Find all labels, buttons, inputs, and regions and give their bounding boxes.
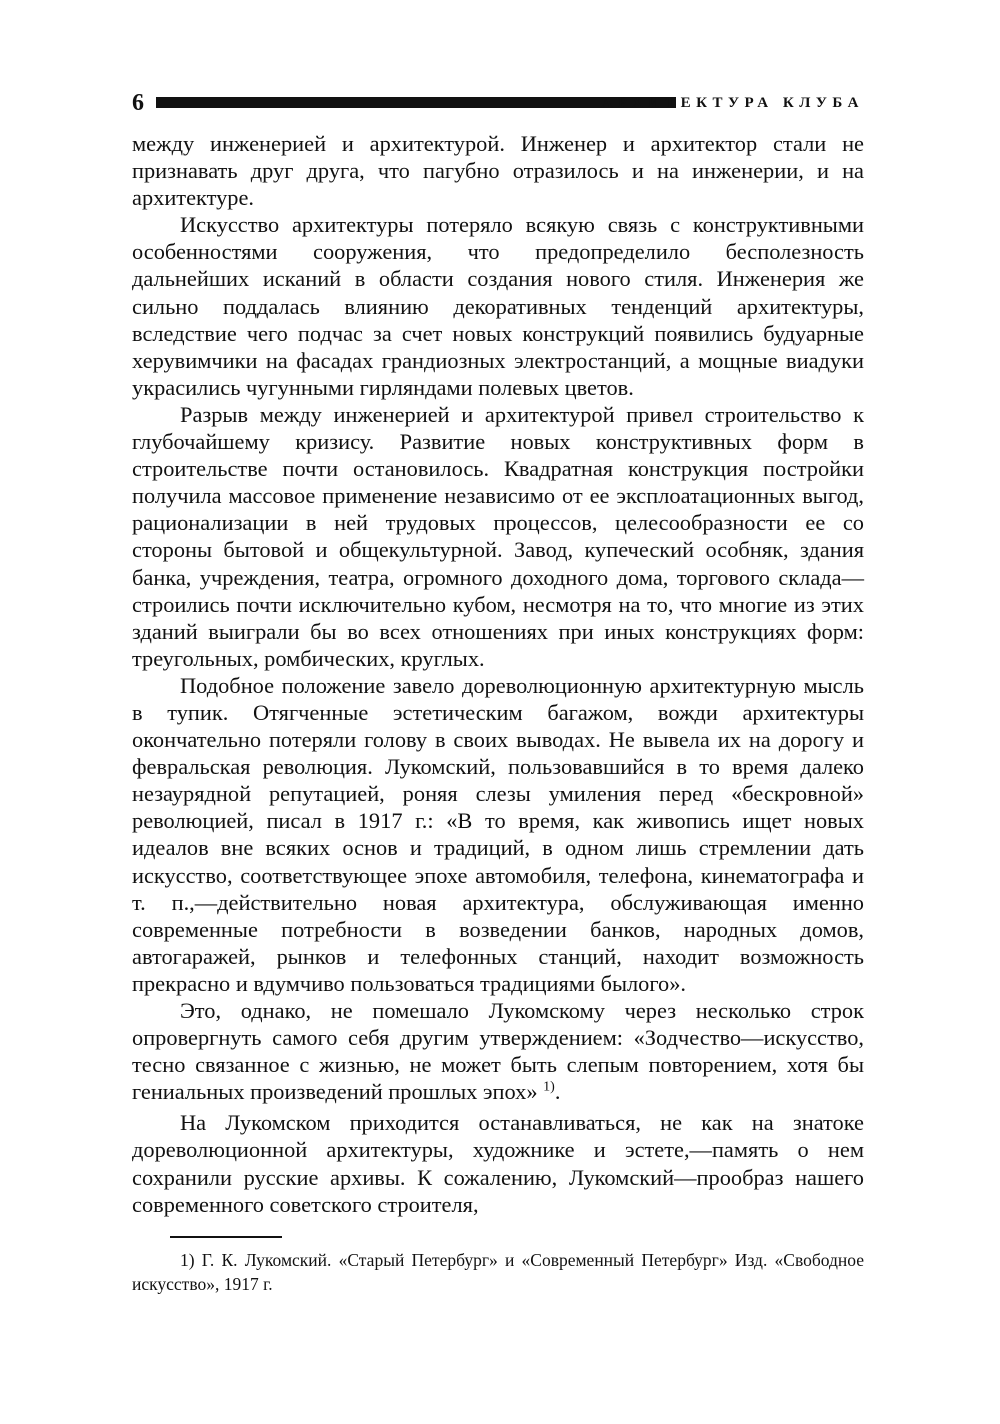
footnote-marker: 1) (180, 1249, 195, 1270)
paragraph-1: между инженерией и архитектурой. Инженер и архитектор стали не признавать друг друга, что пагубно отразилось и на инженерии, и на архитектуре. (132, 131, 864, 211)
footnote-rule (170, 1236, 282, 1238)
footnote-item (132, 1248, 864, 1296)
page-header (132, 88, 864, 118)
footnote-reference[interactable]: 1) (543, 1079, 555, 1095)
header-rule (156, 97, 676, 108)
paragraph-6: На Лукомском приходится останавливаться, не как на знатоке дореволюционной архитектуры, художнике и эстете,—память о нем сохранили русские архивы. К сожалению, Лукомский—прообраз нашего современного советского строителя, (132, 1110, 864, 1217)
footnotes (132, 1248, 864, 1296)
page-number: 6 (132, 90, 144, 116)
page (132, 88, 864, 1296)
paragraph-5-text: Это, однако, не помешало Лукомскому через несколько строк опровергнуть самого себя другим утверждением: «Зодчество—искусство, тесно связанное с жизнью, не может быть слепым повторением, хотя бы гениальных произведений прошлых эпох» (132, 998, 864, 1105)
footnote-text: Г. К. Лукомский. «Старый Петербург» и «Современный Петербург» Изд. «Свободное искусство», 1917 г. (132, 1249, 864, 1294)
running-title: АРХИТЕКТУРА КЛУБА (601, 95, 864, 111)
paragraph-5 (132, 997, 864, 1105)
paragraph-3: Разрыв между инженерией и архитектурой привел строительство к глубочайшему кризису. Развитие новых конструктивных форм в строительстве почти остановилось. Квадратная конструкция постройки получила массовое применение независимо от ее эксплоатационных выгод, рационализации в ней трудовых процессов, целесообразности ее со стороны бытовой и общекультурной. Завод, купеческий особняк, здания банка, учреждения, театра, огромного доходного дома, торгового склада—строились почти исключительно кубом, несмотря на то, что многие из этих зданий выиграли бы во всех отношениях при иных конструкциях форм: треугольных, ромбических, круглых. (132, 401, 864, 671)
body-text (132, 130, 864, 1218)
paragraph-4: Подобное положение завело дореволюционную архитектурную мысль в тупик. Отягченные эстетическим багажом, вожди архитектуры окончательно потеряли голову в своих выводах. Не вывела их на дорогу и февральская революция. Лукомский, пользовавшийся в то время далеко незаурядной репутацией, роняя слезы умиления перед «бескровной» революцией, писал в 1917 г.: «В то время, как живопись ищет новых идеалов вне всяких основ и традиций, в одном лишь стремлении дать искусство, соответствующее эпохе автомобиля, телефона, кинематографа и т. п.,—действительно новая архитектура, обслуживающая именно современные потребности в возведении банков, народных домов, автогаражей, рынков и телефонных станций, находит возможность прекрасно и вдумчиво пользоваться традициями былого». (132, 672, 864, 996)
paragraph-5-end: . (554, 1079, 561, 1105)
paragraph-2: Искусство архитектуры потеряло всякую связь с конструктивными особенностями сооружения, что предопределило бесполезность дальнейших исканий в области создания нового стиля. Инженерия же сильно поддалась влиянию декоративных тенденций архитектуры, вследствие чего подчас за счет новых конструкций появились будуарные херувимчики на фасадах грандиозных электростанций, а мощные виадуки украсились чугунными гирляндами полевых цветов. (132, 212, 864, 400)
